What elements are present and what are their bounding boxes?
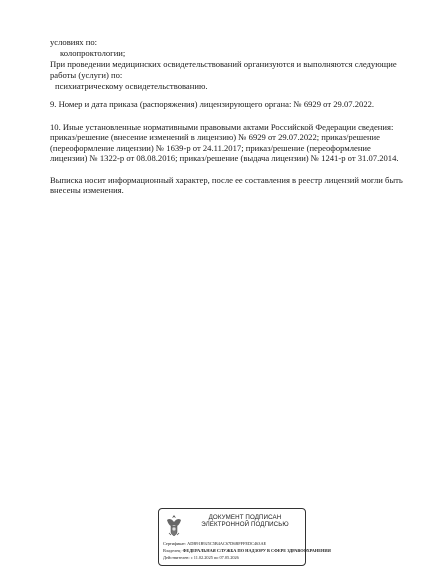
- notice: [50, 175, 403, 196]
- text-line: колопроктологии;: [60, 48, 126, 58]
- text-line: Выписка носит информационный характер, после ее составления в реестр лицензий могли быть: [50, 175, 403, 185]
- stamp-title-line: ЭЛЕКТРОННОЙ ПОДПИСЬЮ: [201, 521, 289, 529]
- stamp-owner: Владелец: ФЕДЕРАЛЬНАЯ СЛУЖБА ПО НАДЗОРУ В СФЕРЕ ЗДРАВООХРАНЕНИЯ: [163, 548, 331, 553]
- item-9: 9. Номер и дата приказа (распоряжения) лицензирующего органа: № 6929 от 29.07.2022.: [50, 99, 375, 109]
- text-line: внесены изменения.: [50, 185, 124, 196]
- text-line: психиатрическому освидетельствованию.: [55, 81, 208, 91]
- stamp-title-line: ДОКУМЕНТ ПОДПИСАН: [208, 514, 282, 521]
- stamp-title: [187, 514, 303, 529]
- emblem-icon: [163, 513, 185, 539]
- signature-stamp: [158, 508, 331, 566]
- text-line: лицензии) № 1322-р от 08.08.2016; приказ/решение (выдача лицензии) № 1241-р от 31.07.2014.: [50, 153, 399, 164]
- stamp-certificate: Сертификат: ADB91B925C5B4AC67D6BFFFEDC463AE: [163, 541, 267, 546]
- text-line: условиях по:: [50, 37, 98, 47]
- stamp-validity: Действителен: с 11.02.2025 по 07.05.2026: [163, 555, 239, 560]
- item-10: [50, 122, 400, 164]
- text-line: 10. Иные установленные нормативными правовыми актами Российской Федерации сведения:: [50, 122, 394, 132]
- text-line: При проведении медицинских освидетельствований организуются и выполняются следующие: [50, 59, 397, 69]
- text-line: (переоформление лицензии) № 1639-р от 24.11.2017; приказ/решение (переоформление: [50, 142, 371, 153]
- text-line: приказ/решение (внесение изменений в лицензию) № 6929 от 29.07.2022; приказ/решение: [50, 132, 380, 143]
- text-line: работы (услуги) по:: [50, 70, 123, 80]
